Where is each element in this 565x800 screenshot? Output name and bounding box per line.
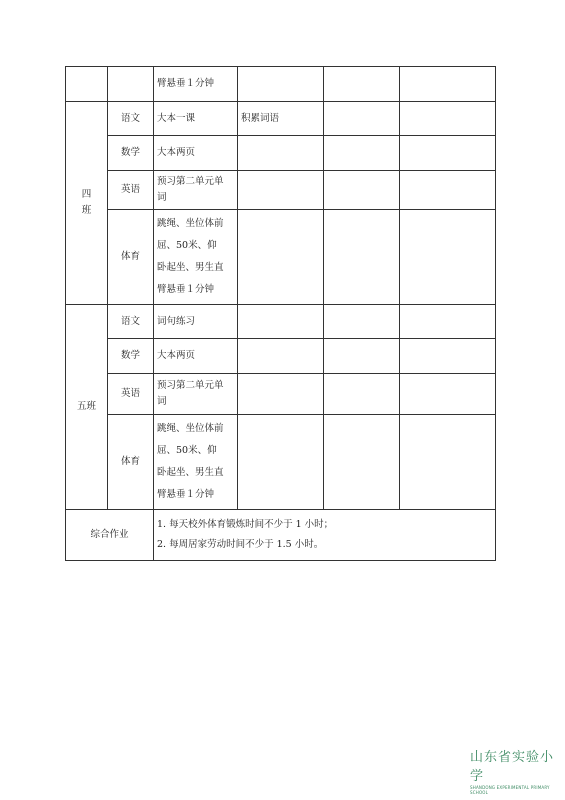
content-cell: 跳绳、坐位体前 屈、50米、仰 卧起坐、男生直 臂悬垂１分钟 (154, 415, 238, 510)
empty-cell (400, 102, 496, 136)
comprehensive-item: 2. 每周居家劳动时间不少于 1.5 小时。 (157, 539, 324, 550)
content-cell: 预习第二单元单 词 (154, 374, 238, 415)
extra-cell (238, 171, 324, 210)
subject-cell: 体育 (108, 210, 154, 305)
extra-cell (238, 210, 324, 305)
content-cell: 大本两页 (154, 339, 238, 374)
class-name-cell (66, 102, 108, 305)
empty-cell (400, 171, 496, 210)
empty-cell (324, 339, 400, 374)
content-cell: 大本两页 (154, 136, 238, 171)
table-row (66, 415, 496, 510)
table-row (66, 136, 496, 171)
subject-cell: 语文 (108, 305, 154, 339)
empty-cell (324, 374, 400, 415)
table-row (66, 510, 496, 561)
subject-cell: 英语 (108, 171, 154, 210)
empty-cell (324, 305, 400, 339)
table-row (66, 210, 496, 305)
empty-cell (400, 210, 496, 305)
extra-cell (238, 415, 324, 510)
subject-cell: 英语 (108, 374, 154, 415)
empty-cell (400, 305, 496, 339)
subject-cell: 数学 (108, 339, 154, 374)
extra-cell (238, 374, 324, 415)
table-row (66, 171, 496, 210)
comprehensive-label: 综合作业 (66, 510, 154, 561)
table-row (66, 67, 496, 102)
class-name-cell: 五班 (66, 305, 108, 510)
subject-cell: 语文 (108, 102, 154, 136)
school-logo-english: SHANDONG EXPERIMENTAL PRIMARY SCHOOL (470, 785, 550, 795)
empty-cell (400, 136, 496, 171)
subject-cell: 数学 (108, 136, 154, 171)
school-logo-name: 山东省实验小学 (470, 750, 555, 784)
empty-cell (324, 136, 400, 171)
empty-cell (400, 339, 496, 374)
subject-cell (108, 67, 154, 102)
extra-cell: 积累词语 (238, 102, 324, 136)
content-cell: 词句练习 (154, 305, 238, 339)
content-cell: 臂悬垂１分钟 (154, 67, 238, 102)
homework-table (65, 66, 496, 561)
content-cell: 跳绳、坐位体前 屈、50米、仰 卧起坐、男生直 臂悬垂１分钟 (154, 210, 238, 305)
content-cell: 预习第二单元单 词 (154, 171, 238, 210)
empty-cell (324, 415, 400, 510)
table-row (66, 339, 496, 374)
table-row (66, 305, 496, 339)
class-name-line2: 班 (81, 205, 92, 216)
extra-cell (238, 339, 324, 374)
extra-cell (238, 67, 324, 102)
class-name-line1: 四 (81, 189, 92, 200)
table-row (66, 374, 496, 415)
empty-cell (324, 102, 400, 136)
table-row (66, 102, 496, 136)
subject-cell: 体育 (108, 415, 154, 510)
comprehensive-content (154, 510, 496, 561)
comprehensive-item: 1. 每天校外体育锻炼时间不少于 1 小时； (157, 519, 334, 530)
empty-cell (400, 67, 496, 102)
extra-cell (238, 305, 324, 339)
extra-cell (238, 136, 324, 171)
empty-cell (324, 171, 400, 210)
empty-cell (400, 374, 496, 415)
content-cell: 大本一课 (154, 102, 238, 136)
class-cell (66, 67, 108, 102)
school-logo (470, 746, 562, 795)
empty-cell (400, 415, 496, 510)
empty-cell (324, 210, 400, 305)
empty-cell (324, 67, 400, 102)
